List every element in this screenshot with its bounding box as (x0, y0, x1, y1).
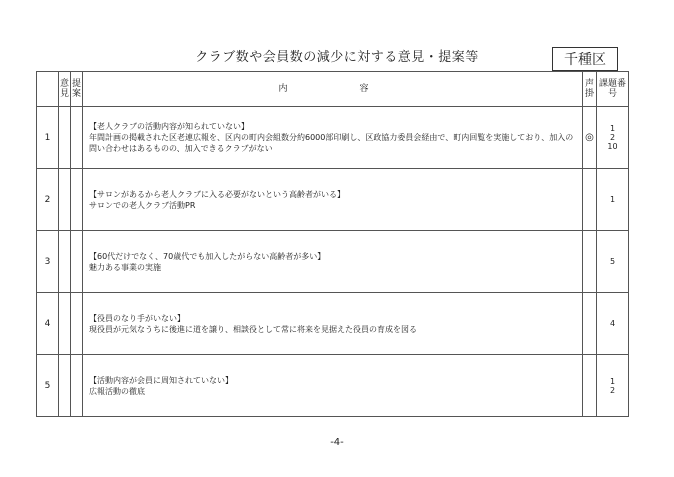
content-cell (83, 231, 583, 293)
content-cell (83, 355, 583, 417)
topic-numbers: 4 (597, 293, 629, 355)
row-number: 1 (37, 107, 59, 169)
voice-mark (583, 293, 597, 355)
issue-body: 現役員が元気なうちに後進に道を譲り、相談役として常に将来を見据えた役員の育成を図る (89, 324, 417, 334)
topic-numbers: 1 (597, 169, 629, 231)
proposal-cell (71, 231, 83, 293)
header-proposal: 提案 (71, 72, 83, 107)
ward-label: 千種区 (552, 47, 618, 71)
issue-heading: 【老人クラブの活動内容が知られていない】 (89, 122, 249, 131)
row-number: 3 (37, 231, 59, 293)
row-number: 2 (37, 169, 59, 231)
header-voice: 声掛 (583, 72, 597, 107)
content-cell (83, 293, 583, 355)
opinion-cell (59, 231, 71, 293)
header-content: 内 容 (83, 72, 583, 107)
topic-numbers: 5 (597, 231, 629, 293)
table-row (37, 169, 629, 231)
voice-mark (583, 355, 597, 417)
table-header-row (37, 72, 629, 107)
issue-body: 魅力ある事業の実施 (89, 262, 161, 272)
table-row (37, 355, 629, 417)
header-topic-number: 課題番号 (597, 72, 629, 107)
voice-mark (583, 231, 597, 293)
content-cell (83, 169, 583, 231)
header-opinion: 意見 (59, 72, 71, 107)
table-row (37, 293, 629, 355)
proposal-cell (71, 169, 83, 231)
issue-heading: 【活動内容が会員に周知されていない】 (89, 375, 233, 385)
voice-mark (583, 169, 597, 231)
proposal-table (36, 71, 629, 417)
voice-mark: ◎ (583, 107, 597, 169)
row-number: 5 (37, 355, 59, 417)
issue-body: サロンでの老人クラブ活動PR (89, 200, 196, 210)
opinion-cell (59, 293, 71, 355)
content-cell (83, 107, 583, 169)
issue-body: 年間計画の掲載された区老連広報を、区内の町内会組数分約6000部印刷し、区政協力委員会経由で、町内回覧を実施しており、加入の問い合わせはあるものの、加入できるクラブがない (89, 133, 574, 153)
header-number (37, 72, 59, 107)
proposal-cell (71, 293, 83, 355)
issue-heading: 【役員のなり手がいない】 (89, 313, 185, 323)
proposal-cell (71, 355, 83, 417)
page-number: -4- (330, 437, 344, 448)
proposal-cell (71, 107, 83, 169)
issue-heading: 【サロンがあるから老人クラブに入る必要がないという高齢者がいる】 (89, 189, 345, 199)
opinion-cell (59, 355, 71, 417)
issue-heading: 【60代だけでなく、70歳代でも加入したがらない高齢者が多い】 (89, 251, 326, 261)
opinion-cell (59, 169, 71, 231)
topic-numbers: 1 2 (597, 355, 629, 417)
topic-numbers: 1 2 10 (597, 107, 629, 169)
table-row (37, 107, 629, 169)
table-row (37, 231, 629, 293)
opinion-cell (59, 107, 71, 169)
row-number: 4 (37, 293, 59, 355)
issue-body: 広報活動の徹底 (89, 386, 145, 396)
page-title: クラブ数や会員数の減少に対する意見・提案等 (195, 50, 479, 65)
